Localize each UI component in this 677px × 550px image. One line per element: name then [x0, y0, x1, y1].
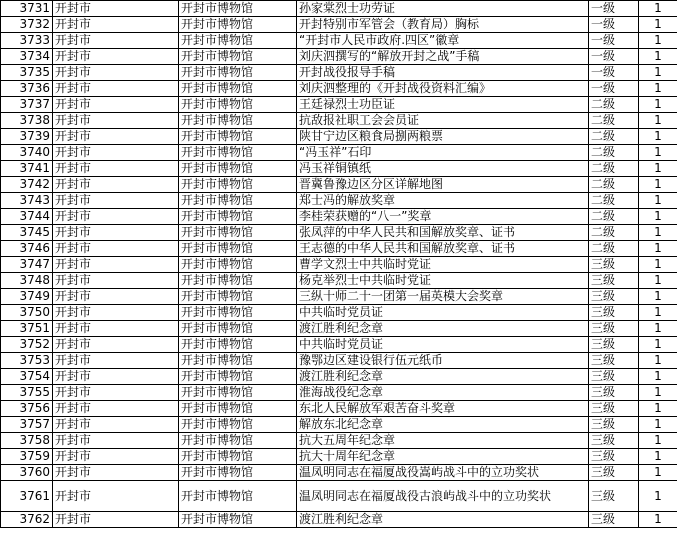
grade-level-cell: 三级 — [589, 417, 639, 433]
relic-name-cell: 郑士冯的解放奖章 — [297, 193, 589, 209]
quantity-cell: 1 — [639, 481, 677, 512]
quantity-cell: 1 — [639, 209, 677, 225]
row-number-cell: 3735 — [1, 65, 53, 81]
table-row — [1, 209, 677, 225]
quantity-cell: 1 — [639, 321, 677, 337]
row-number-cell: 3754 — [1, 369, 53, 385]
museum-cell: 开封市博物馆 — [179, 113, 297, 129]
row-number-cell: 3758 — [1, 433, 53, 449]
city-cell: 开封市 — [53, 17, 179, 33]
city-cell: 开封市 — [53, 257, 179, 273]
city-cell: 开封市 — [53, 385, 179, 401]
row-number-cell: 3761 — [1, 481, 53, 512]
table-row — [1, 193, 677, 209]
grade-level-cell: 三级 — [589, 401, 639, 417]
city-cell: 开封市 — [53, 369, 179, 385]
museum-cell: 开封市博物馆 — [179, 81, 297, 97]
quantity-cell: 1 — [639, 337, 677, 353]
table-row — [1, 465, 677, 481]
relic-name-cell: 杨克举烈士中共临时党证 — [297, 273, 589, 289]
grade-level-cell: 三级 — [589, 433, 639, 449]
city-cell: 开封市 — [53, 337, 179, 353]
city-cell: 开封市 — [53, 177, 179, 193]
museum-cell: 开封市博物馆 — [179, 512, 297, 528]
museum-cell: 开封市博物馆 — [179, 193, 297, 209]
quantity-cell: 1 — [639, 17, 677, 33]
quantity-cell: 1 — [639, 177, 677, 193]
row-number-cell: 3733 — [1, 33, 53, 49]
table-row — [1, 161, 677, 177]
table-row — [1, 433, 677, 449]
row-number-cell: 3750 — [1, 305, 53, 321]
quantity-cell: 1 — [639, 401, 677, 417]
museum-cell: 开封市博物馆 — [179, 129, 297, 145]
row-number-cell: 3759 — [1, 449, 53, 465]
grade-level-cell: 二级 — [589, 113, 639, 129]
museum-cell: 开封市博物馆 — [179, 145, 297, 161]
city-cell: 开封市 — [53, 161, 179, 177]
grade-level-cell: 三级 — [589, 337, 639, 353]
relic-name-cell: 王志德的中华人民共和国解放奖章、证书 — [297, 241, 589, 257]
row-number-cell: 3747 — [1, 257, 53, 273]
quantity-cell: 1 — [639, 161, 677, 177]
museum-cell: 开封市博物馆 — [179, 369, 297, 385]
table-row — [1, 145, 677, 161]
quantity-cell: 1 — [639, 417, 677, 433]
quantity-cell: 1 — [639, 49, 677, 65]
quantity-cell: 1 — [639, 369, 677, 385]
row-number-cell: 3762 — [1, 512, 53, 528]
relic-name-cell: 曹学文烈士中共临时党证 — [297, 257, 589, 273]
museum-cell: 开封市博物馆 — [179, 177, 297, 193]
table-row — [1, 512, 677, 528]
grade-level-cell: 三级 — [589, 369, 639, 385]
museum-cell: 开封市博物馆 — [179, 337, 297, 353]
table-row — [1, 225, 677, 241]
city-cell: 开封市 — [53, 401, 179, 417]
grade-level-cell: 一级 — [589, 1, 639, 17]
relics-table-body — [1, 1, 677, 528]
row-number-cell: 3753 — [1, 353, 53, 369]
grade-level-cell: 二级 — [589, 145, 639, 161]
table-row — [1, 17, 677, 33]
table-row — [1, 305, 677, 321]
quantity-cell: 1 — [639, 273, 677, 289]
row-number-cell: 3742 — [1, 177, 53, 193]
grade-level-cell: 二级 — [589, 129, 639, 145]
city-cell: 开封市 — [53, 193, 179, 209]
table-row — [1, 385, 677, 401]
grade-level-cell: 二级 — [589, 225, 639, 241]
table-row — [1, 321, 677, 337]
relic-name-cell: 渡江胜利纪念章 — [297, 512, 589, 528]
museum-cell: 开封市博物馆 — [179, 273, 297, 289]
quantity-cell: 1 — [639, 289, 677, 305]
row-number-cell: 3737 — [1, 97, 53, 113]
relic-name-cell: 李桂荣获赠的“八一”奖章 — [297, 209, 589, 225]
table-row — [1, 1, 677, 17]
relic-name-cell: 张凤萍的中华人民共和国解放奖章、证书 — [297, 225, 589, 241]
relic-name-cell: 开封战役报导手稿 — [297, 65, 589, 81]
row-number-cell: 3757 — [1, 417, 53, 433]
quantity-cell: 1 — [639, 512, 677, 528]
relic-name-cell: 温凤明同志在福厦战役嵩屿战斗中的立功奖状 — [297, 465, 589, 481]
quantity-cell: 1 — [639, 65, 677, 81]
relic-name-cell: 刘庆泗整理的《开封战役资料汇编》 — [297, 81, 589, 97]
grade-level-cell: 三级 — [589, 257, 639, 273]
grade-level-cell: 三级 — [589, 481, 639, 512]
relic-name-cell: 陕甘宁边区粮食局捌两粮票 — [297, 129, 589, 145]
relic-name-cell: 中共临时党员证 — [297, 337, 589, 353]
quantity-cell: 1 — [639, 385, 677, 401]
city-cell: 开封市 — [53, 129, 179, 145]
museum-cell: 开封市博物馆 — [179, 17, 297, 33]
row-number-cell: 3731 — [1, 1, 53, 17]
grade-level-cell: 三级 — [589, 353, 639, 369]
row-number-cell: 3741 — [1, 161, 53, 177]
city-cell: 开封市 — [53, 81, 179, 97]
relic-name-cell: 晋冀鲁豫边区分区详解地图 — [297, 177, 589, 193]
grade-level-cell: 一级 — [589, 49, 639, 65]
relic-name-cell: 豫鄂边区建设银行伍元纸币 — [297, 353, 589, 369]
museum-cell: 开封市博物馆 — [179, 49, 297, 65]
quantity-cell: 1 — [639, 1, 677, 17]
grade-level-cell: 二级 — [589, 241, 639, 257]
relic-name-cell: 冯玉祥铜镇纸 — [297, 161, 589, 177]
row-number-cell: 3760 — [1, 465, 53, 481]
table-row — [1, 273, 677, 289]
museum-cell: 开封市博物馆 — [179, 465, 297, 481]
grade-level-cell: 二级 — [589, 193, 639, 209]
relic-name-cell: 抗大五周年纪念章 — [297, 433, 589, 449]
table-row — [1, 65, 677, 81]
table-row — [1, 289, 677, 305]
grade-level-cell: 三级 — [589, 273, 639, 289]
museum-cell: 开封市博物馆 — [179, 305, 297, 321]
museum-cell: 开封市博物馆 — [179, 481, 297, 512]
city-cell: 开封市 — [53, 209, 179, 225]
grade-level-cell: 二级 — [589, 177, 639, 193]
relic-name-cell: “开封市人民市政府.四区”徽章 — [297, 33, 589, 49]
museum-cell: 开封市博物馆 — [179, 321, 297, 337]
quantity-cell: 1 — [639, 353, 677, 369]
relic-name-cell: 东北人民解放军艰苦奋斗奖章 — [297, 401, 589, 417]
quantity-cell: 1 — [639, 81, 677, 97]
museum-cell: 开封市博物馆 — [179, 209, 297, 225]
city-cell: 开封市 — [53, 481, 179, 512]
city-cell: 开封市 — [53, 512, 179, 528]
row-number-cell: 3734 — [1, 49, 53, 65]
row-number-cell: 3743 — [1, 193, 53, 209]
row-number-cell: 3756 — [1, 401, 53, 417]
table-row — [1, 257, 677, 273]
museum-cell: 开封市博物馆 — [179, 385, 297, 401]
grade-level-cell: 二级 — [589, 161, 639, 177]
museum-cell: 开封市博物馆 — [179, 225, 297, 241]
city-cell: 开封市 — [53, 289, 179, 305]
quantity-cell: 1 — [639, 193, 677, 209]
city-cell: 开封市 — [53, 305, 179, 321]
grade-level-cell: 一级 — [589, 33, 639, 49]
relic-name-cell: 中共临时党员证 — [297, 305, 589, 321]
table-row — [1, 81, 677, 97]
city-cell: 开封市 — [53, 241, 179, 257]
city-cell: 开封市 — [53, 1, 179, 17]
museum-cell: 开封市博物馆 — [179, 1, 297, 17]
table-row — [1, 33, 677, 49]
row-number-cell: 3732 — [1, 17, 53, 33]
city-cell: 开封市 — [53, 353, 179, 369]
city-cell: 开封市 — [53, 449, 179, 465]
table-row — [1, 241, 677, 257]
row-number-cell: 3744 — [1, 209, 53, 225]
table-row — [1, 49, 677, 65]
quantity-cell: 1 — [639, 145, 677, 161]
relic-name-cell: 刘庆泗撰写的“解放开封之战”手稿 — [297, 49, 589, 65]
city-cell: 开封市 — [53, 113, 179, 129]
museum-cell: 开封市博物馆 — [179, 97, 297, 113]
quantity-cell: 1 — [639, 241, 677, 257]
grade-level-cell: 二级 — [589, 209, 639, 225]
quantity-cell: 1 — [639, 257, 677, 273]
museum-cell: 开封市博物馆 — [179, 241, 297, 257]
quantity-cell: 1 — [639, 97, 677, 113]
quantity-cell: 1 — [639, 433, 677, 449]
grade-level-cell: 一级 — [589, 81, 639, 97]
museum-cell: 开封市博物馆 — [179, 289, 297, 305]
city-cell: 开封市 — [53, 145, 179, 161]
table-row — [1, 353, 677, 369]
city-cell: 开封市 — [53, 97, 179, 113]
quantity-cell: 1 — [639, 225, 677, 241]
grade-level-cell: 三级 — [589, 465, 639, 481]
relic-name-cell: 抗大十周年纪念章 — [297, 449, 589, 465]
row-number-cell: 3755 — [1, 385, 53, 401]
row-number-cell: 3739 — [1, 129, 53, 145]
row-number-cell: 3749 — [1, 289, 53, 305]
relic-name-cell: 王廷禄烈士功臣证 — [297, 97, 589, 113]
table-row — [1, 481, 677, 512]
row-number-cell: 3746 — [1, 241, 53, 257]
grade-level-cell: 三级 — [589, 289, 639, 305]
relic-name-cell: 抗敌报社职工会会员证 — [297, 113, 589, 129]
museum-cell: 开封市博物馆 — [179, 433, 297, 449]
grade-level-cell: 三级 — [589, 305, 639, 321]
table-row — [1, 337, 677, 353]
quantity-cell: 1 — [639, 449, 677, 465]
table-row — [1, 113, 677, 129]
table-row — [1, 401, 677, 417]
table-row — [1, 177, 677, 193]
city-cell: 开封市 — [53, 417, 179, 433]
table-row — [1, 369, 677, 385]
museum-cell: 开封市博物馆 — [179, 353, 297, 369]
row-number-cell: 3745 — [1, 225, 53, 241]
grade-level-cell: 三级 — [589, 385, 639, 401]
relic-name-cell: 温凤明同志在福厦战役古浪屿战斗中的立功奖状 — [297, 481, 589, 512]
table-row — [1, 129, 677, 145]
table-row — [1, 417, 677, 433]
row-number-cell: 3740 — [1, 145, 53, 161]
museum-cell: 开封市博物馆 — [179, 33, 297, 49]
city-cell: 开封市 — [53, 465, 179, 481]
quantity-cell: 1 — [639, 33, 677, 49]
relic-name-cell: 三纵十师二十一团第一届英模大会奖章 — [297, 289, 589, 305]
city-cell: 开封市 — [53, 49, 179, 65]
museum-cell: 开封市博物馆 — [179, 449, 297, 465]
city-cell: 开封市 — [53, 33, 179, 49]
city-cell: 开封市 — [53, 273, 179, 289]
grade-level-cell: 一级 — [589, 65, 639, 81]
museum-cell: 开封市博物馆 — [179, 257, 297, 273]
city-cell: 开封市 — [53, 433, 179, 449]
grade-level-cell: 三级 — [589, 512, 639, 528]
quantity-cell: 1 — [639, 113, 677, 129]
city-cell: 开封市 — [53, 65, 179, 81]
relic-name-cell: 渡江胜利纪念章 — [297, 321, 589, 337]
museum-cell: 开封市博物馆 — [179, 401, 297, 417]
city-cell: 开封市 — [53, 321, 179, 337]
row-number-cell: 3751 — [1, 321, 53, 337]
grade-level-cell: 三级 — [589, 449, 639, 465]
museum-cell: 开封市博物馆 — [179, 417, 297, 433]
relic-name-cell: “冯玉祥”石印 — [297, 145, 589, 161]
quantity-cell: 1 — [639, 465, 677, 481]
table-row — [1, 97, 677, 113]
row-number-cell: 3752 — [1, 337, 53, 353]
relic-name-cell: 孙家棠烈士功劳证 — [297, 1, 589, 17]
relic-name-cell: 开封特别市军管会（教育局）胸标 — [297, 17, 589, 33]
grade-level-cell: 二级 — [589, 97, 639, 113]
table-row — [1, 449, 677, 465]
museum-cell: 开封市博物馆 — [179, 161, 297, 177]
grade-level-cell: 三级 — [589, 321, 639, 337]
quantity-cell: 1 — [639, 129, 677, 145]
relic-name-cell: 渡江胜利纪念章 — [297, 369, 589, 385]
museum-cell: 开封市博物馆 — [179, 65, 297, 81]
row-number-cell: 3748 — [1, 273, 53, 289]
grade-level-cell: 一级 — [589, 17, 639, 33]
row-number-cell: 3738 — [1, 113, 53, 129]
quantity-cell: 1 — [639, 305, 677, 321]
relic-name-cell: 解放东北纪念章 — [297, 417, 589, 433]
row-number-cell: 3736 — [1, 81, 53, 97]
city-cell: 开封市 — [53, 225, 179, 241]
relic-name-cell: 淮海战役纪念章 — [297, 385, 589, 401]
